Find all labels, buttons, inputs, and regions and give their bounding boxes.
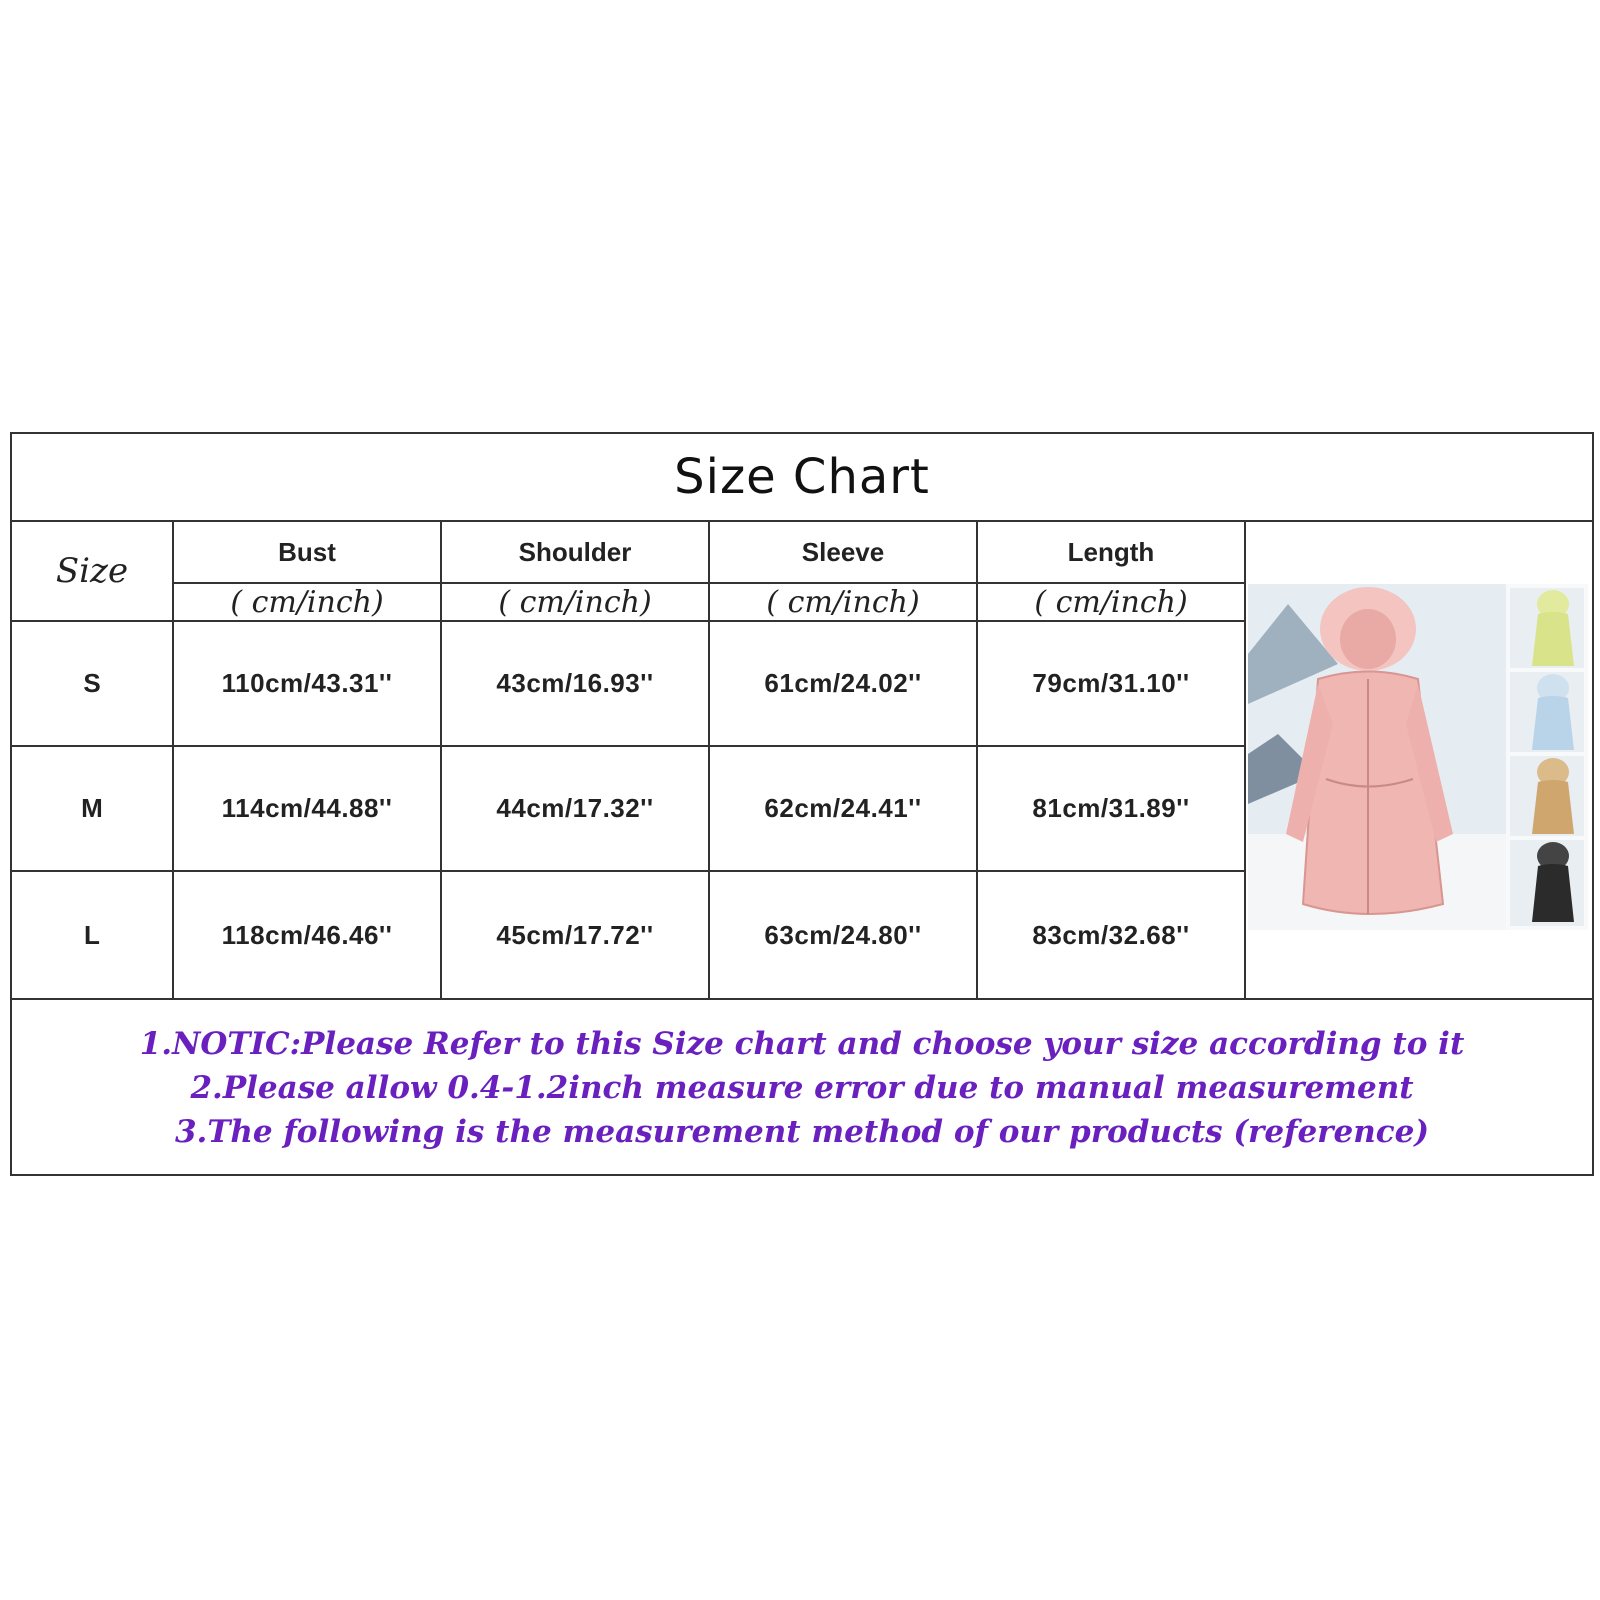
table-cell: 110cm/43.31'' [172,622,440,747]
note-line-3: 3.The following is the measurement method of our products (reference) [174,1114,1430,1150]
table-cell: 79cm/31.10'' [976,622,1244,747]
row-label-l: L [84,919,100,950]
table-right-divider [1244,522,1246,998]
chart-title: Size Chart [12,434,1592,522]
unit-label-length: ( cm/inch) [976,584,1244,622]
product-photo [1248,584,1588,930]
unit-label-shoulder: ( cm/inch) [440,584,708,622]
row-label-s: S [12,622,172,747]
column-header-length: Length [976,522,1244,584]
table-cell: 63cm/24.80'' [708,872,976,998]
table-cell: 81cm/31.89'' [976,747,1244,872]
table-cell: 62cm/24.41'' [708,747,976,872]
notes-section [12,998,1592,1176]
table-cell: 44cm/17.32'' [440,747,708,872]
table-cell: 83cm/32.68'' [976,872,1244,998]
column-header-bust: Bust [172,522,440,584]
unit-label-bust: ( cm/inch) [172,584,440,622]
row-label-m: M [12,747,172,872]
size-column-header: Size [12,522,172,622]
unit-label-sleeve: ( cm/inch) [708,584,976,622]
column-header-sleeve: Sleeve [708,522,976,584]
column-header-shoulder: Shoulder [440,522,708,584]
note-line-1: 1.NOTIC:Please Refer to this Size chart and choose your size according to it [139,1026,1465,1062]
table-cell: 45cm/17.72'' [440,872,708,998]
table-cell: 61cm/24.02'' [708,622,976,747]
size-chart-table [10,432,1594,1176]
table-cell: 114cm/44.88'' [172,747,440,872]
note-line-2: 2.Please allow 0.4-1.2inch measure error due to manual measurement [190,1070,1414,1106]
table-cell: 43cm/16.93'' [440,622,708,747]
table-cell: 118cm/46.46'' [172,872,440,998]
